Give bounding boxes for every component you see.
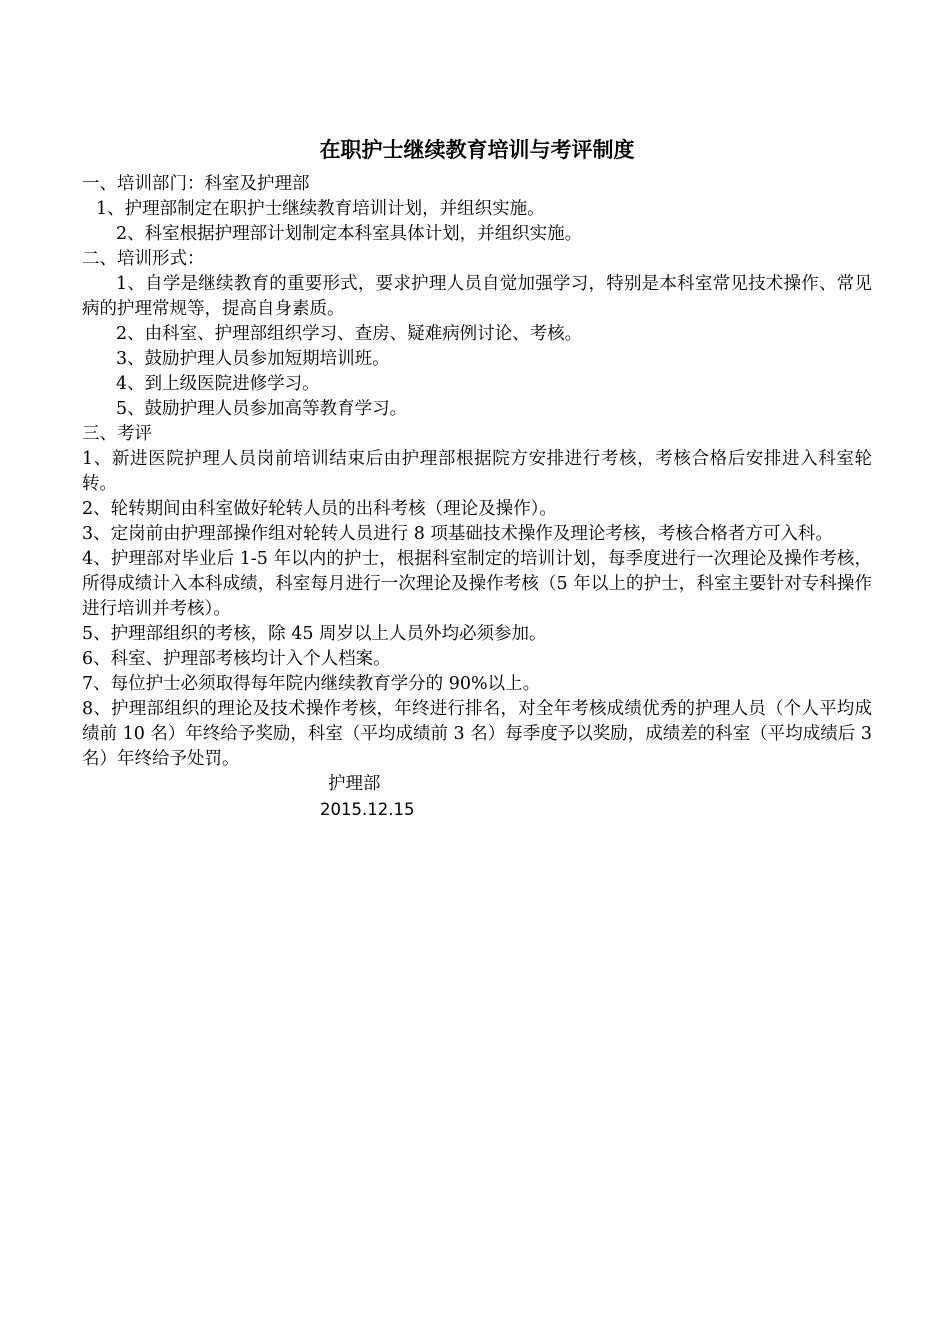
- list-item: 3、定岗前由护理部操作组对轮转人员进行 8 项基础技术操作及理论考核，考核合格者方可入科。: [82, 524, 833, 544]
- list-item: 2、由科室、护理部组织学习、查房、疑难病例讨论、考核。: [116, 324, 583, 344]
- signature-date: 2015.12.15: [320, 800, 415, 819]
- list-item: 8、护理部组织的理论及技术操作考核，年终进行排名，对全年考核成绩优秀的护理人员（个人平均成绩前 10 名）年终给予奖励，科室（平均成绩前 3 名）每季度予以奖励，成绩差的科室（平均成绩后 3 名）年终给予处罚。: [82, 699, 872, 769]
- section-evaluation: [82, 422, 872, 772]
- list-item: 2、科室根据护理部计划制定本科室具体计划，并组织实施。: [116, 224, 583, 244]
- list-item: 1、新进医院护理人员岗前培训结束后由护理部根据院方安排进行考核，考核合格后安排进入科室轮转。: [82, 449, 872, 494]
- section-training-department: [82, 172, 872, 247]
- section-training-form: [82, 247, 872, 422]
- list-item: 3、鼓励护理人员参加短期培训班。: [116, 349, 390, 369]
- section-heading: 三、考评: [82, 424, 152, 444]
- signature-department: 护理部: [328, 774, 381, 794]
- list-item: 1、自学是继续教育的重要形式，要求护理人员自觉加强学习，特别是本科室常见技术操作、常见病的护理常规等，提高自身素质。: [82, 274, 872, 319]
- list-item: 5、鼓励护理人员参加高等教育学习。: [116, 399, 408, 419]
- list-item: 4、到上级医院进修学习。: [116, 374, 320, 394]
- document-title: 在职护士继续教育培训与考评制度: [319, 138, 635, 162]
- list-item: 7、每位护士必须取得每年院内继续教育学分的 90%以上。: [82, 674, 541, 694]
- section-heading: 一、培训部门：科室及护理部: [82, 174, 310, 194]
- list-item: 5、护理部组织的考核，除 45 周岁以上人员外均必须参加。: [82, 624, 547, 644]
- list-item: 6、科室、护理部考核均计入个人档案。: [82, 649, 391, 669]
- list-item: 1、护理部制定在职护士继续教育培训计划，并组织实施。: [96, 199, 545, 219]
- list-item: 4、护理部对毕业后 1-5 年以内的护士，根据科室制定的培训计划，每季度进行一次理论及操作考核，所得成绩计入本科成绩，科室每月进行一次理论及操作考核（5 年以上的护士，科室主要针对专科操作进行培训并考核）。: [82, 549, 872, 619]
- signature-block: [82, 772, 872, 822]
- section-heading: 二、培训形式：: [82, 249, 205, 269]
- list-item: 2、轮转期间由科室做好轮转人员的出科考核（理论及操作）。: [82, 499, 557, 519]
- document-page: [82, 134, 872, 822]
